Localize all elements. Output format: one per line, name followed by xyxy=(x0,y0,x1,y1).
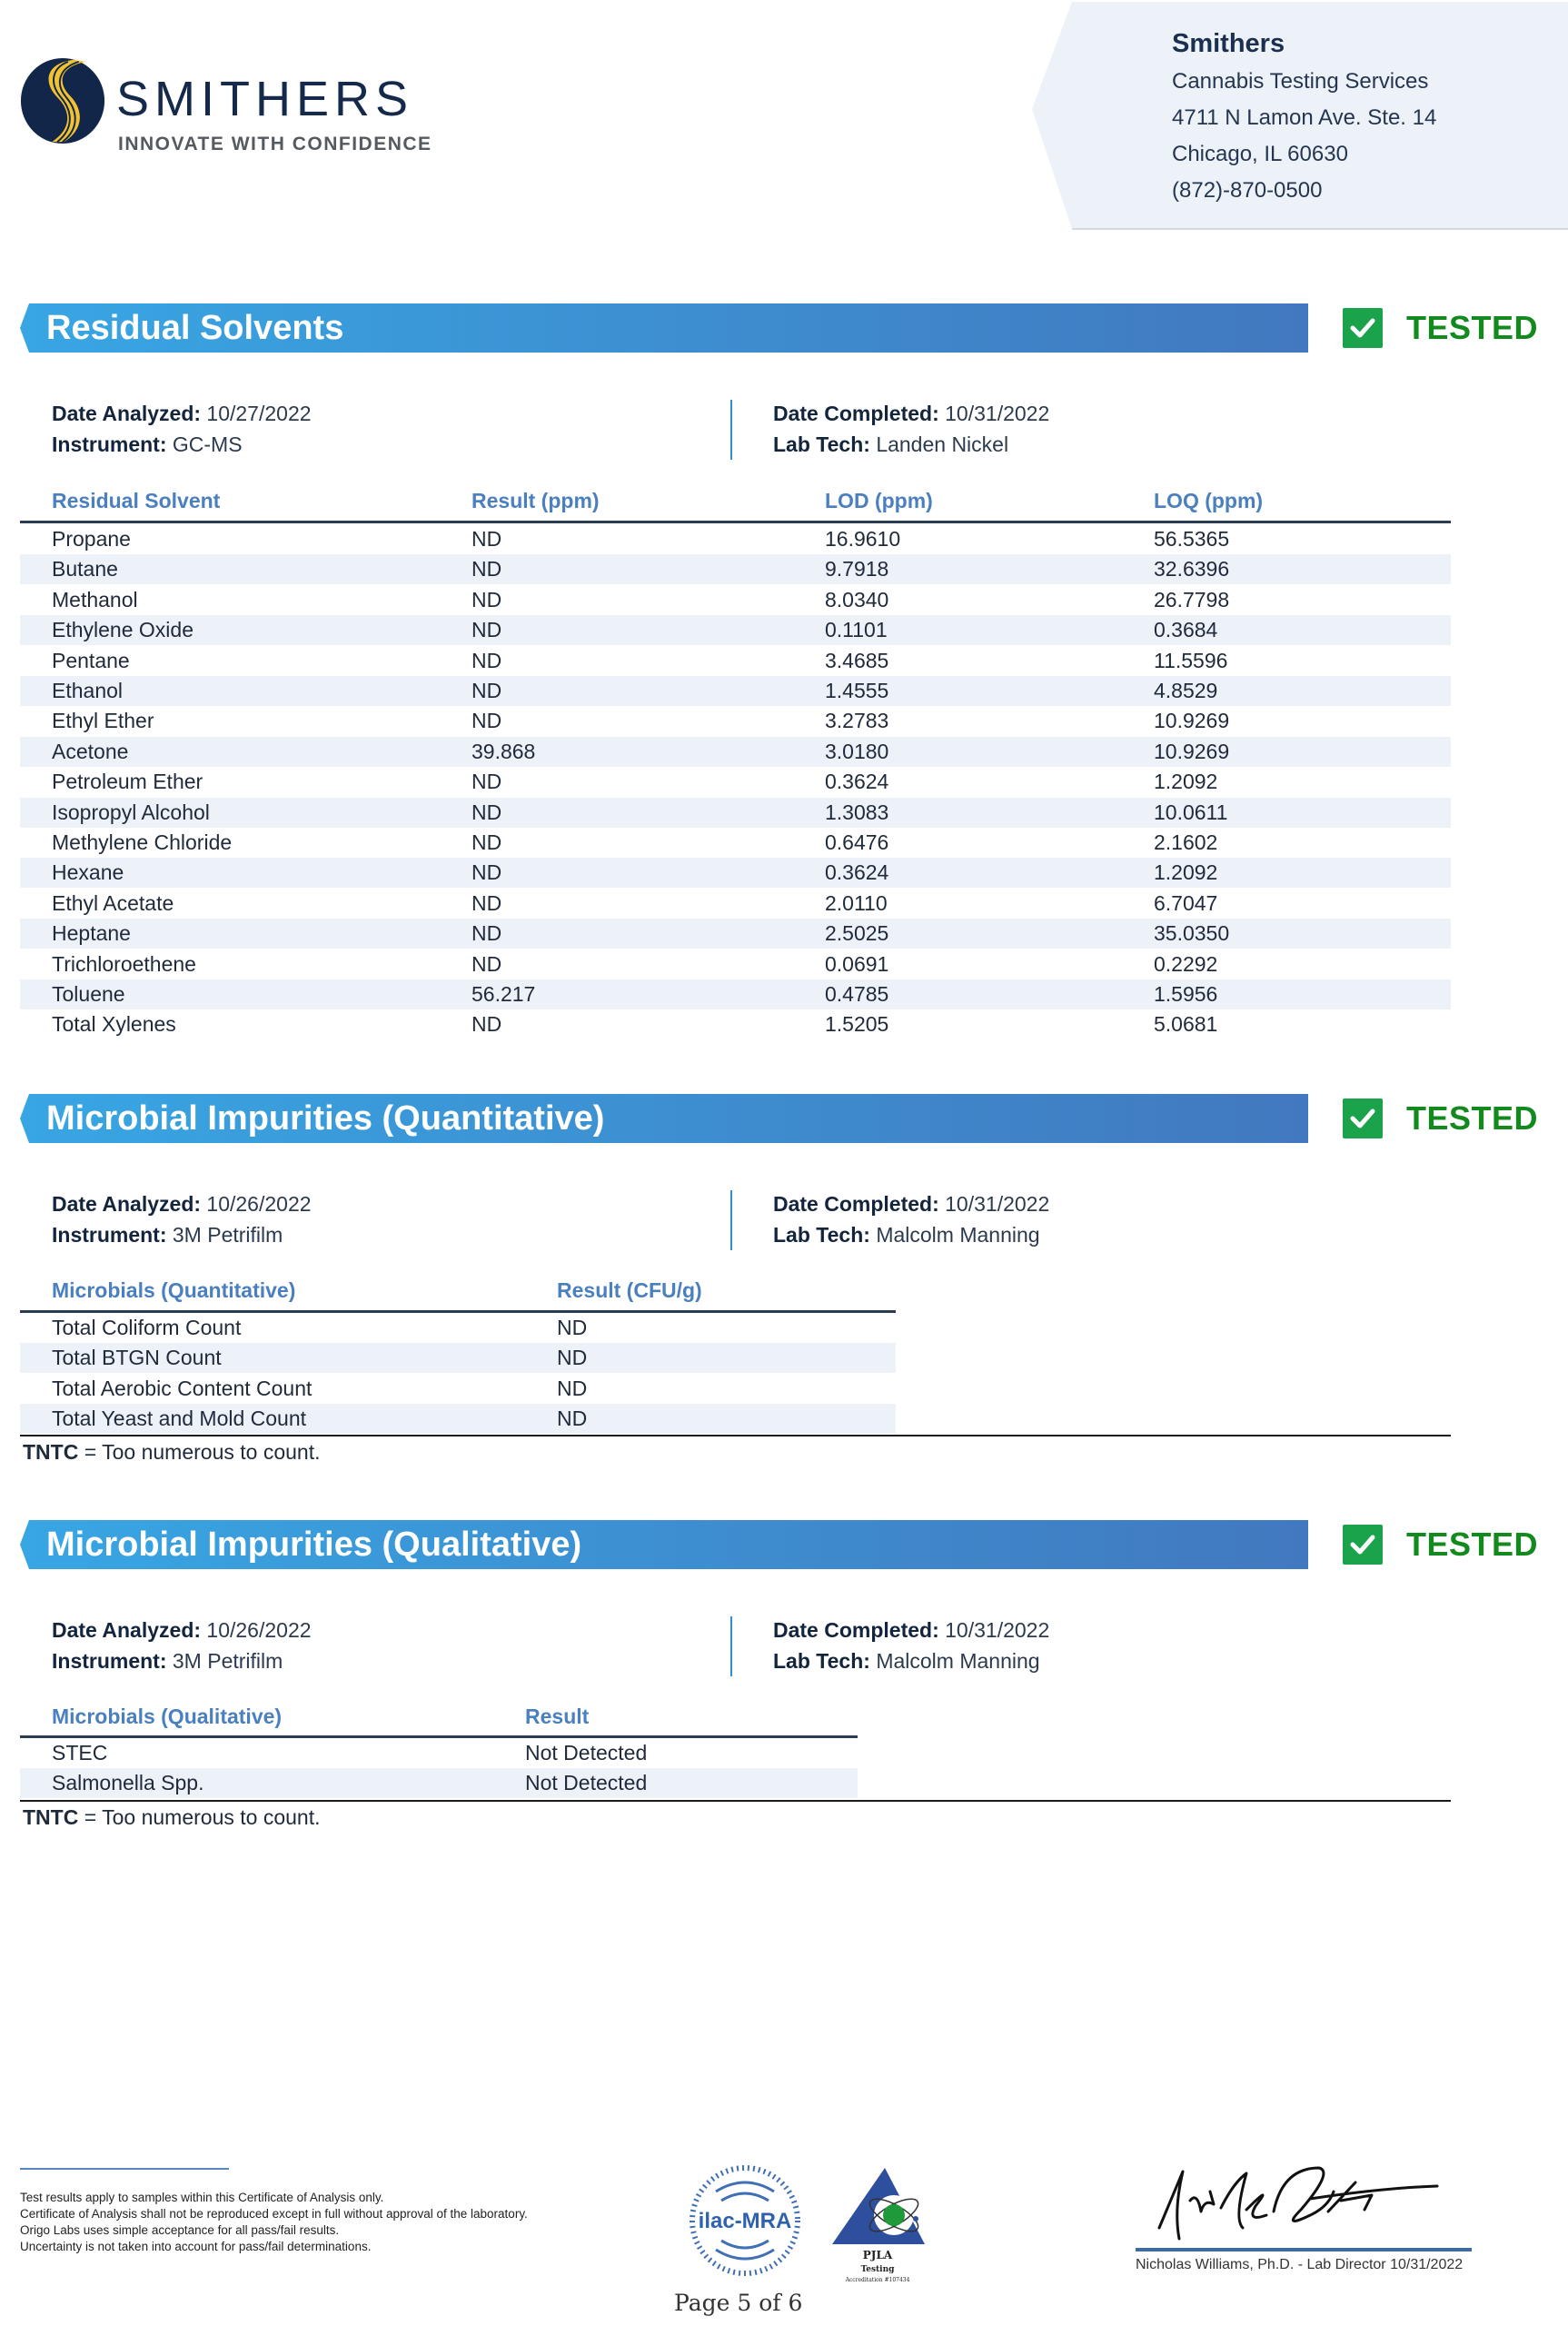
col-header-microbial: Microbials (Quantitative) xyxy=(52,1278,296,1302)
instrument-label: Instrument: xyxy=(52,432,167,456)
signatory-name: Nicholas Williams, Ph.D. - Lab Director 10/31/2022 xyxy=(1136,2257,1464,2272)
table-cell: 5.0681 xyxy=(1154,1012,1218,1037)
table-row xyxy=(20,767,1451,797)
table-cell: ND xyxy=(557,1346,588,1370)
table-cell: ND xyxy=(471,830,502,854)
table-cell: 1.5956 xyxy=(1154,982,1218,1006)
table-cell: 16.9610 xyxy=(825,527,901,551)
table-cell: 39.868 xyxy=(471,739,536,763)
table-cell: 11.5596 xyxy=(1154,648,1228,672)
table-cell: Total Yeast and Mold Count xyxy=(52,1407,307,1431)
table-cell: Salmonella Spp. xyxy=(52,1771,204,1795)
table-row xyxy=(20,706,1451,736)
table-cell: 56.217 xyxy=(471,982,536,1006)
table-cell: 2.5025 xyxy=(825,921,889,946)
table-row xyxy=(20,1738,858,1768)
status-label: TESTED xyxy=(1406,309,1539,346)
smithers-logo-icon xyxy=(18,56,107,145)
date-analyzed: 10/26/2022 xyxy=(206,1192,312,1216)
table-cell: ND xyxy=(557,1316,588,1339)
note-text: = Too numerous to count. xyxy=(78,1440,321,1464)
table-cell: 32.6396 xyxy=(1154,557,1230,582)
table-cell: ND xyxy=(471,557,502,582)
date-analyzed: 10/26/2022 xyxy=(206,1618,312,1642)
note-text: = Too numerous to count. xyxy=(78,1805,321,1829)
analysis-meta-left xyxy=(52,1188,312,1250)
col-header-result: Result (ppm) xyxy=(471,489,600,512)
lab-tech-label: Lab Tech: xyxy=(773,432,870,456)
table-cell: 0.3624 xyxy=(825,860,889,885)
table-cell: ND xyxy=(471,709,502,733)
lab-tech-label: Lab Tech: xyxy=(773,1649,870,1673)
table-cell: Hexane xyxy=(52,860,124,885)
table-row xyxy=(20,554,1451,584)
address-line: Chicago, IL 60630 xyxy=(1172,142,1348,166)
disclaimer-line: Origo Labs uses simple acceptance for all pass/fail results. xyxy=(20,2223,340,2237)
table-cell: 0.0691 xyxy=(825,951,889,976)
ilac-mra-logo-icon xyxy=(689,2164,801,2277)
table-cell: 56.5365 xyxy=(1154,527,1230,551)
table-cell: 1.2092 xyxy=(1154,860,1218,885)
pjla-accreditation: Accreditation #107434 xyxy=(845,2277,910,2283)
date-completed: 10/31/2022 xyxy=(945,1192,1050,1216)
table-cell: 2.0110 xyxy=(825,890,888,915)
col-header-lod: LOD (ppm) xyxy=(825,489,933,512)
pjla-name: PJLA xyxy=(862,2249,893,2261)
lab-tech: Landen Nickel xyxy=(876,432,1009,456)
table-row xyxy=(20,979,1451,1009)
date-completed-label: Date Completed: xyxy=(773,402,939,425)
phone-number: (872)-870-0500 xyxy=(1172,178,1323,203)
table-cell: ND xyxy=(471,770,502,794)
table-cell: Methylene Chloride xyxy=(52,830,233,854)
tntc-footnote xyxy=(23,1440,321,1465)
tested-badge xyxy=(1343,303,1568,353)
table-bottom-rule xyxy=(20,1800,1451,1802)
table-cell: 3.2783 xyxy=(825,709,889,733)
table-cell: Total Xylenes xyxy=(52,1012,176,1037)
table-cell: 10.9269 xyxy=(1154,739,1230,763)
table-cell: Ethylene Oxide xyxy=(52,618,194,642)
table-bottom-rule xyxy=(20,1435,1451,1436)
table-cell: 2.1602 xyxy=(1154,830,1218,854)
table-row xyxy=(20,919,1451,949)
instrument: 3M Petrifilm xyxy=(172,1649,283,1673)
pjla-logo-icon xyxy=(825,2164,930,2284)
table-row xyxy=(20,524,1451,554)
table-cell: Not Detected xyxy=(525,1771,648,1795)
table-cell: 3.0180 xyxy=(825,739,889,763)
table-cell: ND xyxy=(471,890,502,915)
table-cell: Propane xyxy=(52,527,131,551)
table-cell: Heptane xyxy=(52,921,131,946)
table-cell: 0.4785 xyxy=(825,982,889,1006)
table-cell: 4.8529 xyxy=(1154,679,1218,702)
instrument-label: Instrument: xyxy=(52,1649,167,1673)
table-cell: ND xyxy=(557,1407,588,1431)
logo-wordmark: SMITHERS xyxy=(116,72,414,126)
table-cell: Petroleum Ether xyxy=(52,770,203,794)
footer-disclaimer xyxy=(20,2190,528,2255)
table-cell: Butane xyxy=(52,557,118,582)
table-cell: Acetone xyxy=(52,739,129,763)
lab-name: Smithers xyxy=(1172,29,1285,58)
table-cell: Total Coliform Count xyxy=(52,1316,242,1339)
tested-badge xyxy=(1343,1520,1568,1569)
table-cell: 3.4685 xyxy=(825,648,889,672)
table-row xyxy=(20,798,1451,828)
disclaimer-line: Certificate of Analysis shall not be reproduced except in full without approval of the laboratory. xyxy=(20,2207,528,2221)
table-cell: Not Detected xyxy=(525,1741,648,1764)
date-analyzed-label: Date Analyzed: xyxy=(52,1192,202,1216)
table-cell: 1.4555 xyxy=(825,679,889,702)
table-row xyxy=(20,676,1451,706)
table-cell: 8.0340 xyxy=(825,587,889,611)
lab-address xyxy=(1172,27,1436,209)
section-banner-microbial-quantitative xyxy=(20,1094,1308,1143)
table-row xyxy=(20,949,1451,979)
table-cell: Pentane xyxy=(52,648,130,672)
status-label: TESTED xyxy=(1406,1526,1539,1563)
table-cell: ND xyxy=(471,648,502,672)
note-abbr: TNTC xyxy=(23,1440,79,1464)
table-row xyxy=(20,1374,896,1404)
signature-icon xyxy=(1146,2155,1474,2246)
date-analyzed-label: Date Analyzed: xyxy=(52,1618,202,1642)
table-row xyxy=(20,889,1451,919)
footer-rule xyxy=(20,2168,229,2170)
instrument-label: Instrument: xyxy=(52,1223,167,1247)
table-cell: ND xyxy=(471,800,502,824)
date-completed-label: Date Completed: xyxy=(773,1618,939,1642)
analysis-meta-left xyxy=(52,398,312,460)
meta-divider xyxy=(730,1190,732,1250)
table-row xyxy=(20,1009,1451,1039)
table-cell: 0.3684 xyxy=(1154,618,1218,642)
table-cell: 0.3624 xyxy=(825,770,889,794)
instrument: GC-MS xyxy=(172,432,243,456)
logo-tagline: INNOVATE WITH CONFIDENCE xyxy=(118,134,432,154)
table-row xyxy=(20,646,1451,676)
table-header-rule xyxy=(20,521,1451,523)
table-cell: 0.2292 xyxy=(1154,951,1218,976)
date-completed-label: Date Completed: xyxy=(773,1192,939,1216)
table-cell: Toluene xyxy=(52,982,125,1006)
table-row xyxy=(20,858,1451,888)
col-header-microbial: Microbials (Qualitative) xyxy=(52,1705,283,1728)
table-cell: ND xyxy=(471,527,502,551)
table-cell: Total Aerobic Content Count xyxy=(52,1376,313,1400)
lab-tech: Malcolm Manning xyxy=(876,1223,1040,1247)
table-cell: ND xyxy=(471,860,502,885)
table-cell: Total BTGN Count xyxy=(52,1346,222,1370)
section-title: Residual Solvents xyxy=(46,309,344,347)
table-cell: 1.3083 xyxy=(825,800,889,824)
section-title: Microbial Impurities (Quantitative) xyxy=(46,1099,605,1138)
table-cell: ND xyxy=(471,921,502,946)
table-cell: 6.7047 xyxy=(1154,890,1218,915)
table-row xyxy=(20,615,1451,645)
analysis-meta-right xyxy=(773,398,1049,460)
table-cell: 1.5205 xyxy=(825,1012,889,1037)
table-row xyxy=(20,1343,896,1373)
ilac-text: ilac-MRA xyxy=(698,2209,792,2233)
table-cell: ND xyxy=(471,618,502,642)
checkbox-checked-icon xyxy=(1343,308,1383,348)
table-cell: ND xyxy=(557,1376,588,1400)
table-cell: Ethanol xyxy=(52,679,124,702)
table-cell: ND xyxy=(471,587,502,611)
lab-tech-label: Lab Tech: xyxy=(773,1223,870,1247)
table-row xyxy=(20,1313,896,1343)
table-cell: 9.7918 xyxy=(825,557,889,582)
table-cell: ND xyxy=(471,679,502,702)
table-row xyxy=(20,585,1451,615)
section-title: Microbial Impurities (Qualitative) xyxy=(46,1526,582,1564)
date-analyzed: 10/27/2022 xyxy=(206,402,312,425)
address-line: Cannabis Testing Services xyxy=(1172,69,1429,94)
status-label: TESTED xyxy=(1406,1099,1539,1137)
lab-tech: Malcolm Manning xyxy=(876,1649,1040,1673)
pjla-sub: Testing xyxy=(860,2265,895,2274)
section-banner-residual-solvents xyxy=(20,303,1308,353)
table-cell: STEC xyxy=(52,1741,108,1764)
table-cell: 35.0350 xyxy=(1154,921,1230,946)
section-banner-microbial-qualitative xyxy=(20,1520,1308,1569)
meta-divider xyxy=(730,1616,732,1676)
instrument: 3M Petrifilm xyxy=(172,1223,283,1247)
tested-badge xyxy=(1343,1094,1568,1143)
col-header-result: Result (CFU/g) xyxy=(557,1278,702,1302)
table-cell: Ethyl Ether xyxy=(52,709,154,733)
signature-rule xyxy=(1136,2248,1472,2251)
table-cell: ND xyxy=(471,1012,502,1037)
analysis-meta-left xyxy=(52,1615,312,1676)
analysis-meta-right xyxy=(773,1188,1049,1250)
page-number: Page 5 of 6 xyxy=(674,2290,803,2316)
disclaimer-line: Test results apply to samples within this Certificate of Analysis only. xyxy=(20,2191,384,2204)
table-cell: 0.1101 xyxy=(825,618,888,642)
note-abbr: TNTC xyxy=(23,1805,79,1829)
checkbox-checked-icon xyxy=(1343,1098,1383,1138)
analysis-meta-right xyxy=(773,1615,1049,1676)
checkbox-checked-icon xyxy=(1343,1525,1383,1565)
table-cell: ND xyxy=(471,951,502,976)
table-cell: Trichloroethene xyxy=(52,951,196,976)
disclaimer-line: Uncertainty is not taken into account for pass/fail determinations. xyxy=(20,2240,372,2253)
table-cell: 10.9269 xyxy=(1154,709,1230,733)
table-cell: 26.7798 xyxy=(1154,587,1230,611)
table-row xyxy=(20,1768,858,1798)
col-header-loq: LOQ (ppm) xyxy=(1154,489,1264,512)
table-cell: 10.0611 xyxy=(1154,800,1228,824)
col-header-result: Result xyxy=(525,1705,590,1728)
date-analyzed-label: Date Analyzed: xyxy=(52,402,202,425)
meta-divider xyxy=(730,400,732,460)
table-row xyxy=(20,1404,896,1434)
address-line: 4711 N Lamon Ave. Ste. 14 xyxy=(1172,105,1437,130)
tntc-footnote xyxy=(23,1805,321,1830)
table-row xyxy=(20,828,1451,858)
col-header-solvent: Residual Solvent xyxy=(52,489,221,512)
date-completed: 10/31/2022 xyxy=(945,1618,1050,1642)
table-cell: 1.2092 xyxy=(1154,770,1218,794)
date-completed: 10/31/2022 xyxy=(945,402,1050,425)
table-row xyxy=(20,737,1451,767)
table-cell: Isopropyl Alcohol xyxy=(52,800,210,824)
table-cell: Ethyl Acetate xyxy=(52,890,174,915)
table-cell: Methanol xyxy=(52,587,138,611)
table-cell: 0.6476 xyxy=(825,830,889,854)
